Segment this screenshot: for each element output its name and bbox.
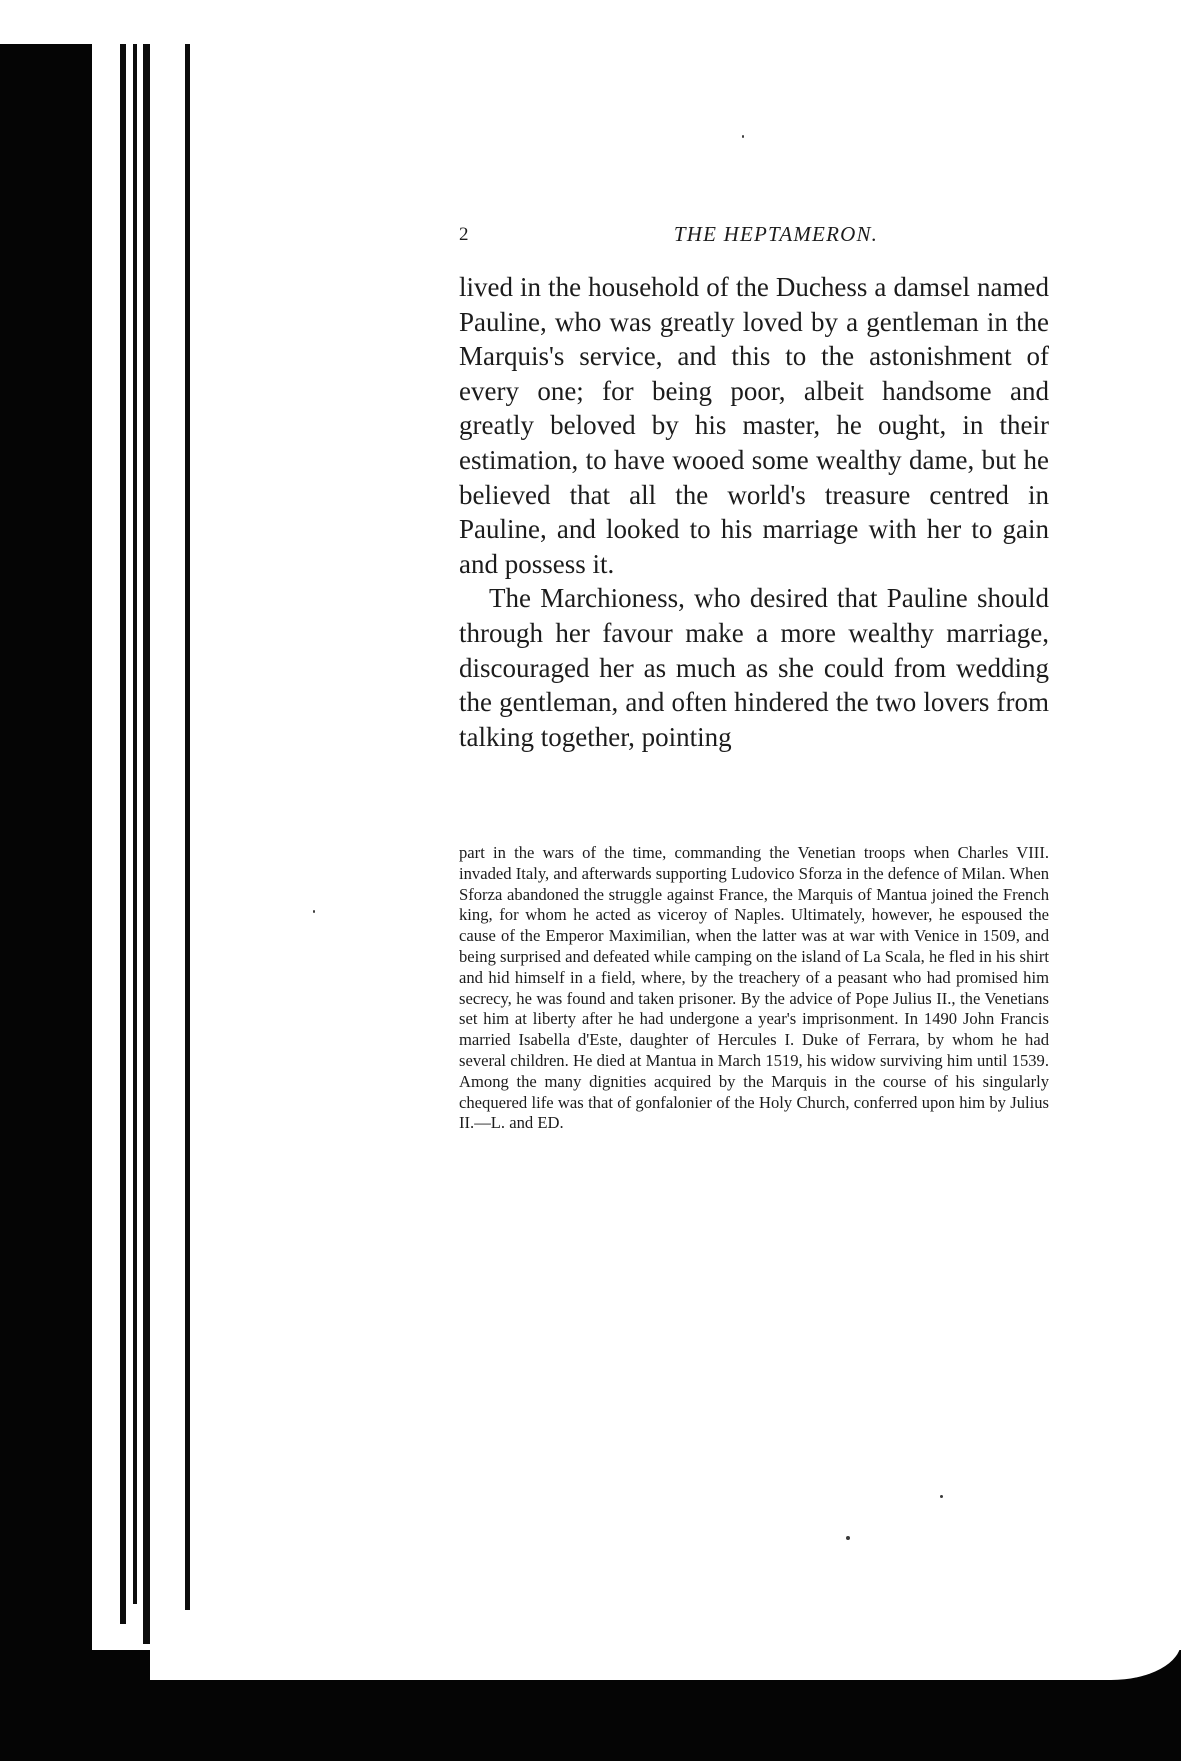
scan-page-edge <box>150 1610 1181 1680</box>
scan-gutter-line <box>133 44 137 1604</box>
running-title: THE HEPTAMERON. <box>673 222 879 246</box>
scan-gutter-line <box>120 44 126 1624</box>
body-paragraph: lived in the household of the Duchess a damsel named Pauline, who was greatly loved by a gentleman in the Marquis's service, and this to the astonishment of every one; for being poor, albeit handsome and greatly beloved by his master, he ought, in their estimation, to have wooed some wealthy dame, but he believed that all the world's treasure centred in Pauline, and looked to his marriage with her to gain and possess it. <box>459 272 1049 579</box>
page-number: 2 <box>459 224 469 245</box>
scan-speck <box>313 910 315 913</box>
scan-gutter-line <box>185 44 190 1644</box>
body-text <box>459 270 1049 754</box>
scan-speck <box>940 1495 943 1498</box>
page-header <box>459 222 1049 252</box>
body-paragraph: The Marchioness, who desired that Pauline should through her favour make a more wealthy marriage, discouraged her as much as she could from wedding the gentleman, and often hindered the two lovers from talking together, pointing <box>459 583 1049 752</box>
scan-gutter-line <box>143 44 150 1644</box>
scan-speck <box>742 135 744 138</box>
scan-binding-shadow <box>0 44 92 1761</box>
footnote <box>459 843 1049 1134</box>
scan-speck <box>846 1536 850 1540</box>
footnote-text: part in the wars of the time, commanding the Venetian troops when Charles VIII. invaded Italy, and afterwards supporting Ludovico Sforza in the defence of Milan. When Sforza abandoned the struggle against France, the Marquis of Mantua joined the French king, for whom he acted as viceroy of Naples. Ultimately, however, he espoused the cause of the Emperor Maximilian, when the latter was at war with Venice in 1509, and being surprised and defeated while camping on the island of La Scala, he fled in his shirt and hid himself in a field, where, by the treachery of a peasant who had promised him secrecy, he was found and taken prisoner. By the advice of Pope Julius II., the Venetians set him at liberty after he had undergone a year's imprisonment. In 1490 John Francis married Isabella d'Este, daughter of Hercules I. Duke of Ferrara, by whom he had several children. He died at Mantua in March 1519, his widow surviving him until 1539. Among the many dignities acquired by the Marquis in the course of his singularly chequered life was that of gonfalonier of the Holy Church, conferred upon him by Julius II.—L. and ED. <box>459 843 1049 1133</box>
